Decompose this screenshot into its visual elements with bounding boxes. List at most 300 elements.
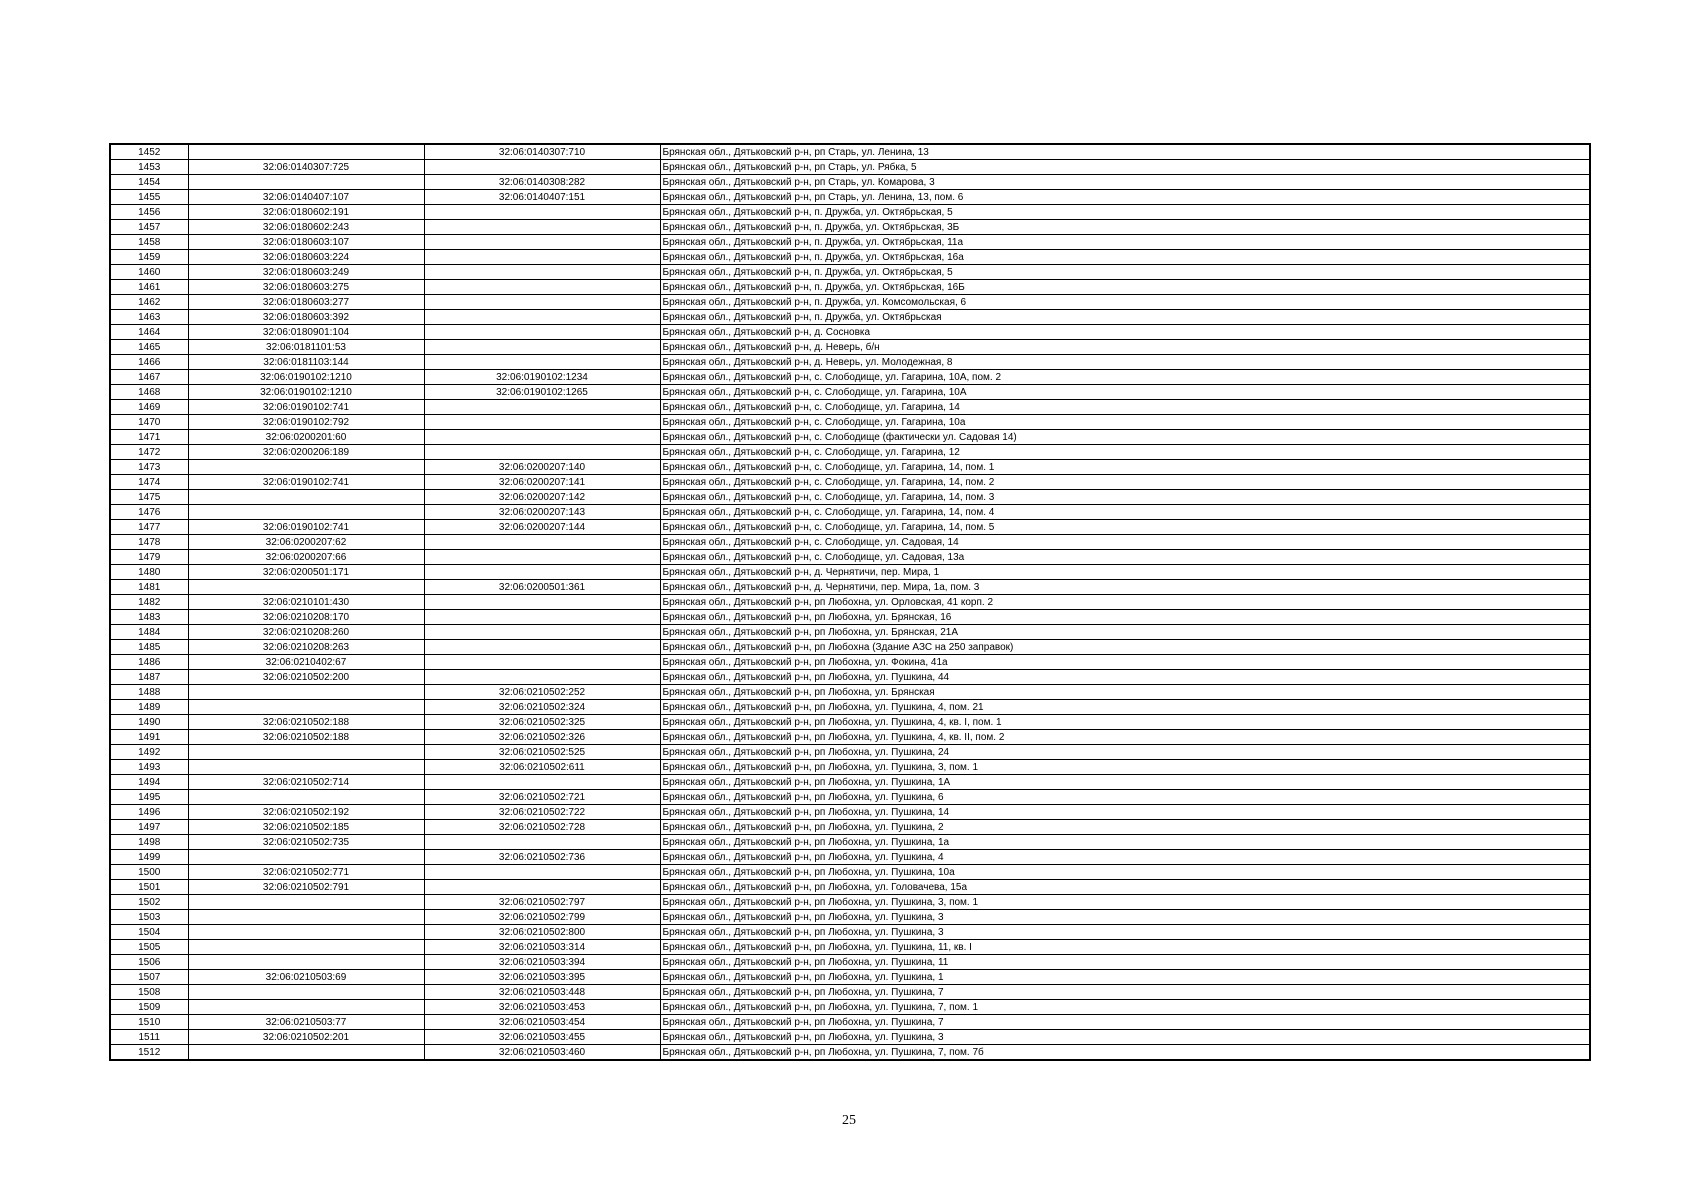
land-cadastral-cell: 32:06:0210502:185	[188, 820, 424, 835]
address-cell: Брянская обл., Дятьковский р-н, рп Любохна, ул. Пушкина, 7	[660, 985, 1590, 1000]
table-row	[110, 835, 1590, 850]
building-cadastral-cell: 32:06:0210502:325	[424, 715, 660, 730]
table-row	[110, 160, 1590, 175]
address-cell: Брянская обл., Дятьковский р-н, рп Любохна, ул. Фокина, 41а	[660, 655, 1590, 670]
table-row	[110, 940, 1590, 955]
row-number-cell: 1477	[110, 520, 188, 535]
land-cadastral-cell	[188, 940, 424, 955]
row-number-cell: 1497	[110, 820, 188, 835]
row-number-cell: 1492	[110, 745, 188, 760]
address-cell: Брянская обл., Дятьковский р-н, рп Любохна, ул. Брянская	[660, 685, 1590, 700]
land-cadastral-cell: 32:06:0180603:277	[188, 295, 424, 310]
address-cell: Брянская обл., Дятьковский р-н, с. Слободище, ул. Гагарина, 10А, пом. 2	[660, 370, 1590, 385]
address-cell: Брянская обл., Дятьковский р-н, рп Любохна, ул. Пушкина, 11, кв. I	[660, 940, 1590, 955]
row-number-cell: 1504	[110, 925, 188, 940]
land-cadastral-cell	[188, 850, 424, 865]
address-cell: Брянская обл., Дятьковский р-н, с. Слободище, ул. Садовая, 13а	[660, 550, 1590, 565]
address-cell: Брянская обл., Дятьковский р-н, рп Любохна, ул. Брянская, 21А	[660, 625, 1590, 640]
land-cadastral-cell: 32:06:0180603:224	[188, 250, 424, 265]
land-cadastral-cell: 32:06:0200207:62	[188, 535, 424, 550]
row-number-cell: 1510	[110, 1015, 188, 1030]
land-cadastral-cell: 32:06:0190102:792	[188, 415, 424, 430]
address-cell: Брянская обл., Дятьковский р-н, с. Слободище, ул. Гагарина, 14, пом. 4	[660, 505, 1590, 520]
land-cadastral-cell: 32:06:0200201:60	[188, 430, 424, 445]
building-cadastral-cell: 32:06:0210502:611	[424, 760, 660, 775]
building-cadastral-cell	[424, 400, 660, 415]
building-cadastral-cell	[424, 670, 660, 685]
table-row	[110, 280, 1590, 295]
address-cell: Брянская обл., Дятьковский р-н, рп Любохна, ул. Головачева, 15а	[660, 880, 1590, 895]
land-cadastral-cell	[188, 910, 424, 925]
address-cell: Брянская обл., Дятьковский р-н, рп Любохна, ул. Пушкина, 7, пом. 1	[660, 1000, 1590, 1015]
address-cell: Брянская обл., Дятьковский р-н, рп Старь, ул. Ленина, 13, пом. 6	[660, 190, 1590, 205]
row-number-cell: 1472	[110, 445, 188, 460]
building-cadastral-cell	[424, 265, 660, 280]
table-row	[110, 475, 1590, 490]
row-number-cell: 1464	[110, 325, 188, 340]
land-cadastral-cell: 32:06:0210101:430	[188, 595, 424, 610]
land-cadastral-cell	[188, 505, 424, 520]
building-cadastral-cell	[424, 235, 660, 250]
building-cadastral-cell: 32:06:0210503:453	[424, 1000, 660, 1015]
row-number-cell: 1467	[110, 370, 188, 385]
table-row	[110, 1045, 1590, 1061]
row-number-cell: 1478	[110, 535, 188, 550]
row-number-cell: 1491	[110, 730, 188, 745]
building-cadastral-cell	[424, 280, 660, 295]
table-row	[110, 445, 1590, 460]
table-row	[110, 880, 1590, 895]
land-cadastral-cell	[188, 1000, 424, 1015]
table-row	[110, 745, 1590, 760]
table-row	[110, 535, 1590, 550]
table-row	[110, 490, 1590, 505]
land-cadastral-cell	[188, 895, 424, 910]
address-cell: Брянская обл., Дятьковский р-н, д. Сосновка	[660, 325, 1590, 340]
address-cell: Брянская обл., Дятьковский р-н, с. Слободище, ул. Гагарина, 12	[660, 445, 1590, 460]
building-cadastral-cell	[424, 295, 660, 310]
row-number-cell: 1452	[110, 144, 188, 160]
row-number-cell: 1466	[110, 355, 188, 370]
land-cadastral-cell: 32:06:0190102:741	[188, 400, 424, 415]
land-cadastral-cell	[188, 955, 424, 970]
property-table-body	[110, 144, 1590, 1060]
row-number-cell: 1465	[110, 340, 188, 355]
land-cadastral-cell: 32:06:0190102:741	[188, 520, 424, 535]
row-number-cell: 1462	[110, 295, 188, 310]
address-cell: Брянская обл., Дятьковский р-н, рп Любохна (Здание АЗС на 250 заправок)	[660, 640, 1590, 655]
row-number-cell: 1469	[110, 400, 188, 415]
table-row	[110, 295, 1590, 310]
building-cadastral-cell: 32:06:0210502:797	[424, 895, 660, 910]
building-cadastral-cell: 32:06:0210503:455	[424, 1030, 660, 1045]
table-row	[110, 580, 1590, 595]
building-cadastral-cell: 32:06:0140407:151	[424, 190, 660, 205]
address-cell: Брянская обл., Дятьковский р-н, рп Любохна, ул. Пушкина, 4, пом. 21	[660, 700, 1590, 715]
row-number-cell: 1489	[110, 700, 188, 715]
row-number-cell: 1486	[110, 655, 188, 670]
land-cadastral-cell	[188, 1045, 424, 1061]
row-number-cell: 1458	[110, 235, 188, 250]
address-cell: Брянская обл., Дятьковский р-н, рп Старь, ул. Ленина, 13	[660, 144, 1590, 160]
row-number-cell: 1460	[110, 265, 188, 280]
land-cadastral-cell: 32:06:0210502:201	[188, 1030, 424, 1045]
land-cadastral-cell: 32:06:0210208:263	[188, 640, 424, 655]
building-cadastral-cell: 32:06:0210502:722	[424, 805, 660, 820]
property-table	[109, 143, 1591, 1061]
land-cadastral-cell: 32:06:0180602:191	[188, 205, 424, 220]
row-number-cell: 1505	[110, 940, 188, 955]
row-number-cell: 1506	[110, 955, 188, 970]
table-row	[110, 1000, 1590, 1015]
building-cadastral-cell: 32:06:0210503:395	[424, 970, 660, 985]
page-number: 25	[842, 1113, 856, 1128]
table-row	[110, 805, 1590, 820]
building-cadastral-cell: 32:06:0200207:142	[424, 490, 660, 505]
table-row	[110, 895, 1590, 910]
row-number-cell: 1453	[110, 160, 188, 175]
row-number-cell: 1499	[110, 850, 188, 865]
row-number-cell: 1479	[110, 550, 188, 565]
land-cadastral-cell: 32:06:0140307:725	[188, 160, 424, 175]
table-row	[110, 775, 1590, 790]
address-cell: Брянская обл., Дятьковский р-н, рп Любохна, ул. Пушкина, 1а	[660, 835, 1590, 850]
land-cadastral-cell: 32:06:0210208:260	[188, 625, 424, 640]
building-cadastral-cell: 32:06:0200207:143	[424, 505, 660, 520]
row-number-cell: 1461	[110, 280, 188, 295]
row-number-cell: 1502	[110, 895, 188, 910]
land-cadastral-cell	[188, 490, 424, 505]
address-cell: Брянская обл., Дятьковский р-н, п. Дружба, ул. Октябрьская, 16Б	[660, 280, 1590, 295]
address-cell: Брянская обл., Дятьковский р-н, п. Дружба, ул. Октябрьская	[660, 310, 1590, 325]
address-cell: Брянская обл., Дятьковский р-н, рп Любохна, ул. Пушкина, 7	[660, 1015, 1590, 1030]
table-row	[110, 685, 1590, 700]
address-cell: Брянская обл., Дятьковский р-н, рп Любохна, ул. Пушкина, 2	[660, 820, 1590, 835]
address-cell: Брянская обл., Дятьковский р-н, с. Слободище (фактически ул. Садовая 14)	[660, 430, 1590, 445]
address-cell: Брянская обл., Дятьковский р-н, п. Дружба, ул. Октябрьская, 5	[660, 265, 1590, 280]
building-cadastral-cell: 32:06:0210503:314	[424, 940, 660, 955]
table-row	[110, 610, 1590, 625]
row-number-cell: 1496	[110, 805, 188, 820]
building-cadastral-cell	[424, 565, 660, 580]
building-cadastral-cell	[424, 640, 660, 655]
address-cell: Брянская обл., Дятьковский р-н, п. Дружба, ул. Комсомольская, 6	[660, 295, 1590, 310]
address-cell: Брянская обл., Дятьковский р-н, рп Любохна, ул. Пушкина, 3	[660, 1030, 1590, 1045]
building-cadastral-cell	[424, 880, 660, 895]
land-cadastral-cell: 32:06:0210502:771	[188, 865, 424, 880]
table-row	[110, 1015, 1590, 1030]
table-row	[110, 310, 1590, 325]
land-cadastral-cell	[188, 175, 424, 190]
address-cell: Брянская обл., Дятьковский р-н, рп Любохна, ул. Пушкина, 6	[660, 790, 1590, 805]
table-row	[110, 655, 1590, 670]
land-cadastral-cell	[188, 460, 424, 475]
address-cell: Брянская обл., Дятьковский р-н, с. Слободище, ул. Гагарина, 14	[660, 400, 1590, 415]
address-cell: Брянская обл., Дятьковский р-н, п. Дружба, ул. Октябрьская, 3Б	[660, 220, 1590, 235]
address-cell: Брянская обл., Дятьковский р-н, рп Любохна, ул. Брянская, 16	[660, 610, 1590, 625]
land-cadastral-cell	[188, 925, 424, 940]
land-cadastral-cell: 32:06:0210402:67	[188, 655, 424, 670]
address-cell: Брянская обл., Дятьковский р-н, с. Слободище, ул. Гагарина, 14, пом. 3	[660, 490, 1590, 505]
address-cell: Брянская обл., Дятьковский р-н, рп Любохна, ул. Пушкина, 3	[660, 910, 1590, 925]
address-cell: Брянская обл., Дятьковский р-н, рп Любохна, ул. Пушкина, 14	[660, 805, 1590, 820]
building-cadastral-cell: 32:06:0210502:525	[424, 745, 660, 760]
table-row	[110, 520, 1590, 535]
land-cadastral-cell: 32:06:0190102:1210	[188, 385, 424, 400]
table-row	[110, 640, 1590, 655]
building-cadastral-cell	[424, 340, 660, 355]
building-cadastral-cell: 32:06:0210503:394	[424, 955, 660, 970]
land-cadastral-cell	[188, 985, 424, 1000]
land-cadastral-cell: 32:06:0210502:200	[188, 670, 424, 685]
row-number-cell: 1509	[110, 1000, 188, 1015]
row-number-cell: 1483	[110, 610, 188, 625]
row-number-cell: 1459	[110, 250, 188, 265]
row-number-cell: 1508	[110, 985, 188, 1000]
building-cadastral-cell	[424, 430, 660, 445]
address-cell: Брянская обл., Дятьковский р-н, рп Любохна, ул. Пушкина, 1А	[660, 775, 1590, 790]
table-row	[110, 265, 1590, 280]
building-cadastral-cell: 32:06:0210502:736	[424, 850, 660, 865]
building-cadastral-cell: 32:06:0210503:460	[424, 1045, 660, 1061]
building-cadastral-cell	[424, 310, 660, 325]
address-cell: Брянская обл., Дятьковский р-н, п. Дружба, ул. Октябрьская, 11а	[660, 235, 1590, 250]
row-number-cell: 1471	[110, 430, 188, 445]
land-cadastral-cell: 32:06:0181101:53	[188, 340, 424, 355]
row-number-cell: 1507	[110, 970, 188, 985]
row-number-cell: 1480	[110, 565, 188, 580]
address-cell: Брянская обл., Дятьковский р-н, рп Любохна, ул. Орловская, 41 корп. 2	[660, 595, 1590, 610]
land-cadastral-cell: 32:06:0210502:188	[188, 730, 424, 745]
land-cadastral-cell: 32:06:0210502:714	[188, 775, 424, 790]
table-row	[110, 144, 1590, 160]
table-row	[110, 925, 1590, 940]
table-row	[110, 400, 1590, 415]
land-cadastral-cell	[188, 144, 424, 160]
building-cadastral-cell	[424, 220, 660, 235]
table-row	[110, 670, 1590, 685]
land-cadastral-cell: 32:06:0180603:107	[188, 235, 424, 250]
table-row	[110, 910, 1590, 925]
row-number-cell: 1454	[110, 175, 188, 190]
land-cadastral-cell: 32:06:0190102:1210	[188, 370, 424, 385]
row-number-cell: 1473	[110, 460, 188, 475]
table-row	[110, 730, 1590, 745]
table-row	[110, 175, 1590, 190]
table-row	[110, 430, 1590, 445]
row-number-cell: 1485	[110, 640, 188, 655]
table-row	[110, 550, 1590, 565]
row-number-cell: 1470	[110, 415, 188, 430]
land-cadastral-cell: 32:06:0210208:170	[188, 610, 424, 625]
table-row	[110, 595, 1590, 610]
address-cell: Брянская обл., Дятьковский р-н, рп Любохна, ул. Пушкина, 4, кв. II, пом. 2	[660, 730, 1590, 745]
row-number-cell: 1482	[110, 595, 188, 610]
building-cadastral-cell	[424, 355, 660, 370]
row-number-cell: 1498	[110, 835, 188, 850]
land-cadastral-cell: 32:06:0180602:243	[188, 220, 424, 235]
building-cadastral-cell	[424, 325, 660, 340]
table-row	[110, 505, 1590, 520]
land-cadastral-cell: 32:06:0210502:791	[188, 880, 424, 895]
land-cadastral-cell: 32:06:0180603:392	[188, 310, 424, 325]
address-cell: Брянская обл., Дятьковский р-н, п. Дружба, ул. Октябрьская, 16а	[660, 250, 1590, 265]
building-cadastral-cell: 32:06:0210502:324	[424, 700, 660, 715]
row-number-cell: 1488	[110, 685, 188, 700]
building-cadastral-cell: 32:06:0200501:361	[424, 580, 660, 595]
address-cell: Брянская обл., Дятьковский р-н, рп Любохна, ул. Пушкина, 3, пом. 1	[660, 760, 1590, 775]
building-cadastral-cell	[424, 865, 660, 880]
building-cadastral-cell	[424, 445, 660, 460]
land-cadastral-cell: 32:06:0210502:188	[188, 715, 424, 730]
building-cadastral-cell: 32:06:0140308:282	[424, 175, 660, 190]
row-number-cell: 1503	[110, 910, 188, 925]
table-row	[110, 205, 1590, 220]
row-number-cell: 1456	[110, 205, 188, 220]
building-cadastral-cell	[424, 610, 660, 625]
table-row	[110, 985, 1590, 1000]
table-row	[110, 715, 1590, 730]
land-cadastral-cell: 32:06:0181103:144	[188, 355, 424, 370]
table-row	[110, 235, 1590, 250]
building-cadastral-cell	[424, 160, 660, 175]
table-row	[110, 250, 1590, 265]
table-row	[110, 850, 1590, 865]
land-cadastral-cell: 32:06:0180603:275	[188, 280, 424, 295]
land-cadastral-cell: 32:06:0200207:66	[188, 550, 424, 565]
row-number-cell: 1468	[110, 385, 188, 400]
address-cell: Брянская обл., Дятьковский р-н, с. Слободище, ул. Гагарина, 14, пом. 5	[660, 520, 1590, 535]
building-cadastral-cell	[424, 595, 660, 610]
building-cadastral-cell	[424, 535, 660, 550]
table-row	[110, 625, 1590, 640]
table-row	[110, 370, 1590, 385]
table-row	[110, 760, 1590, 775]
building-cadastral-cell: 32:06:0210502:728	[424, 820, 660, 835]
table-row	[110, 355, 1590, 370]
row-number-cell: 1500	[110, 865, 188, 880]
building-cadastral-cell	[424, 775, 660, 790]
address-cell: Брянская обл., Дятьковский р-н, с. Слободище, ул. Садовая, 14	[660, 535, 1590, 550]
table-row	[110, 460, 1590, 475]
land-cadastral-cell	[188, 700, 424, 715]
row-number-cell: 1487	[110, 670, 188, 685]
address-cell: Брянская обл., Дятьковский р-н, рп Любохна, ул. Пушкина, 7, пом. 7б	[660, 1045, 1590, 1061]
address-cell: Брянская обл., Дятьковский р-н, с. Слободище, ул. Гагарина, 14, пом. 2	[660, 475, 1590, 490]
building-cadastral-cell	[424, 205, 660, 220]
address-cell: Брянская обл., Дятьковский р-н, рп Любохна, ул. Пушкина, 1	[660, 970, 1590, 985]
land-cadastral-cell: 32:06:0180603:249	[188, 265, 424, 280]
row-number-cell: 1494	[110, 775, 188, 790]
land-cadastral-cell: 32:06:0140407:107	[188, 190, 424, 205]
table-row	[110, 700, 1590, 715]
building-cadastral-cell: 32:06:0200207:140	[424, 460, 660, 475]
land-cadastral-cell: 32:06:0210503:77	[188, 1015, 424, 1030]
table-row	[110, 415, 1590, 430]
address-cell: Брянская обл., Дятьковский р-н, рп Любохна, ул. Пушкина, 4	[660, 850, 1590, 865]
land-cadastral-cell	[188, 580, 424, 595]
land-cadastral-cell: 32:06:0180901:104	[188, 325, 424, 340]
building-cadastral-cell	[424, 550, 660, 565]
row-number-cell: 1501	[110, 880, 188, 895]
building-cadastral-cell: 32:06:0200207:144	[424, 520, 660, 535]
address-cell: Брянская обл., Дятьковский р-н, с. Слободище, ул. Гагарина, 10а	[660, 415, 1590, 430]
address-cell: Брянская обл., Дятьковский р-н, с. Слободище, ул. Гагарина, 14, пом. 1	[660, 460, 1590, 475]
address-cell: Брянская обл., Дятьковский р-н, рп Любохна, ул. Пушкина, 4, кв. I, пом. 1	[660, 715, 1590, 730]
building-cadastral-cell: 32:06:0200207:141	[424, 475, 660, 490]
address-cell: Брянская обл., Дятьковский р-н, д. Неверь, ул. Молодежная, 8	[660, 355, 1590, 370]
building-cadastral-cell	[424, 250, 660, 265]
table-row	[110, 565, 1590, 580]
building-cadastral-cell	[424, 655, 660, 670]
building-cadastral-cell: 32:06:0190102:1234	[424, 370, 660, 385]
address-cell: Брянская обл., Дятьковский р-н, рп Любохна, ул. Пушкина, 3, пом. 1	[660, 895, 1590, 910]
row-number-cell: 1490	[110, 715, 188, 730]
table-row	[110, 340, 1590, 355]
row-number-cell: 1484	[110, 625, 188, 640]
building-cadastral-cell: 32:06:0210502:800	[424, 925, 660, 940]
building-cadastral-cell: 32:06:0190102:1265	[424, 385, 660, 400]
land-cadastral-cell: 32:06:0200501:171	[188, 565, 424, 580]
table-row	[110, 865, 1590, 880]
table-row	[110, 790, 1590, 805]
table-row	[110, 1030, 1590, 1045]
address-cell: Брянская обл., Дятьковский р-н, д. Неверь, б/н	[660, 340, 1590, 355]
row-number-cell: 1476	[110, 505, 188, 520]
land-cadastral-cell: 32:06:0210502:192	[188, 805, 424, 820]
land-cadastral-cell: 32:06:0200206:189	[188, 445, 424, 460]
table-row	[110, 955, 1590, 970]
building-cadastral-cell	[424, 835, 660, 850]
land-cadastral-cell	[188, 760, 424, 775]
address-cell: Брянская обл., Дятьковский р-н, рп Любохна, ул. Пушкина, 10а	[660, 865, 1590, 880]
building-cadastral-cell	[424, 625, 660, 640]
address-cell: Брянская обл., Дятьковский р-н, с. Слободище, ул. Гагарина, 10А	[660, 385, 1590, 400]
building-cadastral-cell: 32:06:0210503:454	[424, 1015, 660, 1030]
building-cadastral-cell: 32:06:0210502:721	[424, 790, 660, 805]
row-number-cell: 1495	[110, 790, 188, 805]
row-number-cell: 1512	[110, 1045, 188, 1061]
building-cadastral-cell: 32:06:0210502:799	[424, 910, 660, 925]
address-cell: Брянская обл., Дятьковский р-н, рп Любохна, ул. Пушкина, 11	[660, 955, 1590, 970]
address-cell: Брянская обл., Дятьковский р-н, рп Любохна, ул. Пушкина, 3	[660, 925, 1590, 940]
row-number-cell: 1455	[110, 190, 188, 205]
address-cell: Брянская обл., Дятьковский р-н, д. Чернятичи, пер. Мира, 1а, пом. 3	[660, 580, 1590, 595]
row-number-cell: 1511	[110, 1030, 188, 1045]
table-row	[110, 190, 1590, 205]
table-row	[110, 970, 1590, 985]
address-cell: Брянская обл., Дятьковский р-н, рп Любохна, ул. Пушкина, 24	[660, 745, 1590, 760]
row-number-cell: 1474	[110, 475, 188, 490]
building-cadastral-cell: 32:06:0210502:326	[424, 730, 660, 745]
table-row	[110, 220, 1590, 235]
address-cell: Брянская обл., Дятьковский р-н, рп Любохна, ул. Пушкина, 44	[660, 670, 1590, 685]
row-number-cell: 1493	[110, 760, 188, 775]
row-number-cell: 1457	[110, 220, 188, 235]
address-cell: Брянская обл., Дятьковский р-н, п. Дружба, ул. Октябрьская, 5	[660, 205, 1590, 220]
land-cadastral-cell	[188, 790, 424, 805]
table-row	[110, 325, 1590, 340]
address-cell: Брянская обл., Дятьковский р-н, д. Чернятичи, пер. Мира, 1	[660, 565, 1590, 580]
address-cell: Брянская обл., Дятьковский р-н, рп Старь, ул. Комарова, 3	[660, 175, 1590, 190]
row-number-cell: 1463	[110, 310, 188, 325]
building-cadastral-cell: 32:06:0210502:252	[424, 685, 660, 700]
land-cadastral-cell: 32:06:0210502:735	[188, 835, 424, 850]
row-number-cell: 1475	[110, 490, 188, 505]
land-cadastral-cell: 32:06:0190102:741	[188, 475, 424, 490]
table-row	[110, 385, 1590, 400]
address-cell: Брянская обл., Дятьковский р-н, рп Старь, ул. Рябка, 5	[660, 160, 1590, 175]
